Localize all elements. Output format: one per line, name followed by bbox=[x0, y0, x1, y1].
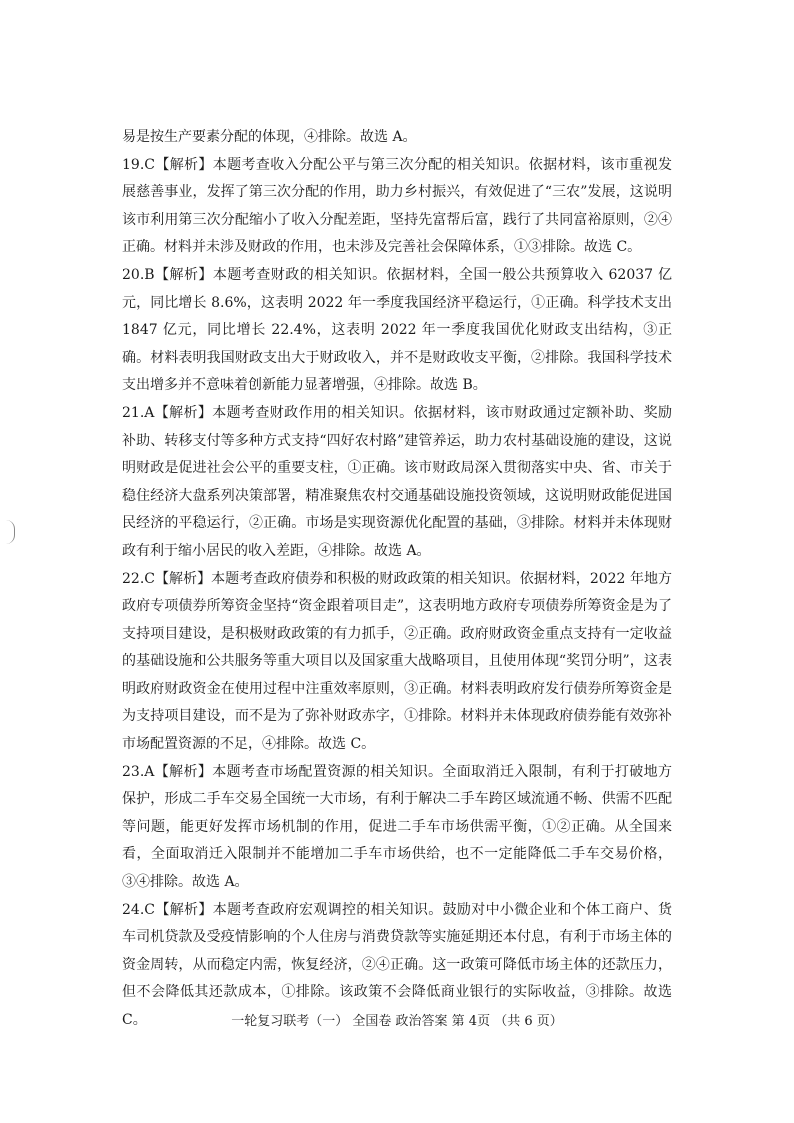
answer-22: 22.C【解析】本题考查政府债券和积极的财政政策的相关知识。依据材料，2022 年地方政府专项债券所筹资金坚持“资金跟着项目走”，这表明地方政府专项债券所筹资金是为了支持项目建设，是积极财政政策的有力抓手，②正确。政府财政资金重点支持有一定收益的基础设施和公共服务等重大项目以及国家重大战略项目，且使用体现“奖罚分明”，这表明政府财政资金在使用过程中注重效率原则，③正确。材料表明政府发行债券所筹资金是为支持项目建设，而不是为了弥补财政赤字，①排除。材料并未体现政府债券能有效弥补市场配置资源的不足，④排除。故选 C。 bbox=[122, 570, 672, 753]
page-footer: 一轮复习联考（一） 全国卷 政治答案 第 4页 （共 6 页） bbox=[231, 1014, 563, 1029]
answer-23: 23.A【解析】本题考查市场配置资源的相关知识。全面取消迁入限制，有利于打破地方保护，形成二手车交易全国统一大市场，有利于解决二手车跨区域流通不畅、供需不匹配等问题，能更好发挥市场机制的作用，促进二手车市场供需平衡，①②正确。从全国来看，全面取消迁入限制并不能增加二手车市场供给，也不一定能降低二手车交易价格，③④排除。故选 A。 bbox=[122, 763, 672, 891]
paragraph-continuation: 易是按生产要素分配的体现，④排除。故选 A。 bbox=[122, 129, 417, 145]
answer-21: 21.A【解析】本题考查财政作用的相关知识。依据材料，该市财政通过定额补助、奖励补助、转移支付等多种方式支持“四好农村路”建管养运，助力农村基础设施的建设，这说明财政是促进社会公平的重要支柱，①正确。该市财政局深入贯彻落实中央、省、市关于稳住经济大盘系列决策部署，精准聚焦农村交通基础设施投资领域，这说明财政能促进国民经济的平稳运行，②正确。市场是实现资源优化配置的基础，③排除。材料并未体现财政有利于缩小居民的收入差距，④排除。故选 A。 bbox=[122, 404, 672, 559]
answer-24: 24.C【解析】本题考查政府宏观调控的相关知识。鼓励对中小微企业和个体工商户、货车司机贷款及受疫情影响的个人住房与消费贷款等实施延期还本付息，有利于市场主体的资金周转，从而稳定内需，恢复经济，②④正确。这一政策可降低市场主体的还款压力，但不会降低其还款成本，①排除。该政策不会降低商业银行的实际收益，③排除。故选 C。 bbox=[122, 901, 672, 1028]
answer-content bbox=[122, 124, 672, 1035]
binding-margin-mark bbox=[6, 520, 15, 544]
answer-19: 19.C【解析】本题考查收入分配公平与第三次分配的相关知识。依据材料，该市重视发展慈善事业，发挥了第三次分配的作用，助力乡村振兴，有效促进了“三农”发展，这说明该市利用第三次分配缩小了收入分配差距，坚持先富帮后富，践行了共同富裕原则，②④正确。材料并未涉及财政的作用，也未涉及完善社会保障体系，①③排除。故选 C。 bbox=[122, 156, 672, 256]
answer-20: 20.B【解析】本题考查财政的相关知识。依据材料，全国一般公共预算收入 62037 亿元，同比增长 8.6%，这表明 2022 年一季度我国经济平稳运行，①正确。科学技术支出 1847 亿元，同比增长 22.4%，这表明 2022 年一季度我国优化财政支出结构，③正确。材料表明我国财政支出大于财政收入，并不是财政收支平衡，②排除。我国科学技术支出增多并不意味着创新能力显著增强，④排除。故选 B。 bbox=[122, 266, 672, 394]
